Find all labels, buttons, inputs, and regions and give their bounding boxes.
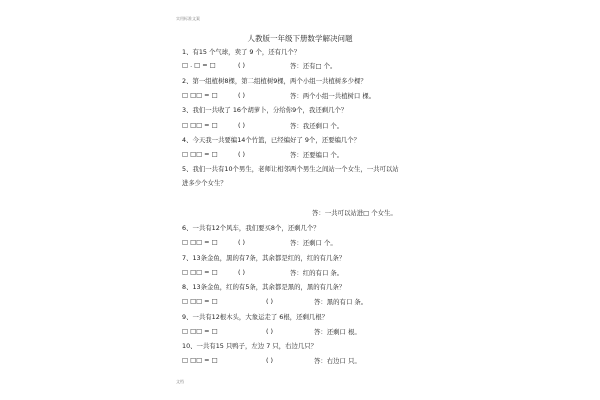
problem-10-answer: 答：右边口 只。	[314, 357, 361, 365]
problem-5-question-cont: 进多少个女生？	[182, 179, 227, 187]
problem-1-equation: □ . □ = □	[182, 61, 216, 69]
problem-2-equation: □ □□ = □	[182, 91, 218, 99]
problem-4-question: 4、今天我一共要编14个竹篮，已经编好了 9个，还要编几个？	[182, 136, 361, 144]
problem-8-answer: 答：黑的有口 条。	[314, 298, 368, 306]
problem-6-unit-blank: ( )	[238, 238, 246, 246]
problem-8-equation: □ □□ = □	[182, 297, 218, 305]
problem-1-unit-blank: ( )	[238, 61, 246, 69]
problem-3-unit-blank: ( )	[238, 121, 246, 129]
problem-8-question: 8、13条金鱼，红的有5条，其余都是黑的，黑的有几条？	[182, 283, 346, 291]
problem-2-question: 2、第一组植树8棵，第二组植树9棵，两个小组一共植树多少棵？	[182, 77, 367, 85]
page-title: 人教版一年级下册数学解决问题	[247, 34, 353, 43]
problem-2-unit-blank: ( )	[238, 91, 246, 99]
problem-7-unit-blank: ( )	[238, 268, 246, 276]
problem-1-answer: 答：还有□ 个。	[290, 62, 337, 70]
problem-4-equation: □ □□ = □	[182, 150, 218, 158]
problem-7-equation: □ □□ = □	[182, 268, 218, 276]
problem-3-answer: 答：我还剩口 个。	[290, 122, 344, 130]
problem-2-answer: 答：两个小组一共植树口 棵。	[290, 92, 376, 100]
problem-6-question: 6、一共有12个风车，我们要买8个，还剩几个？	[182, 224, 320, 232]
footer-note: 文档	[176, 379, 184, 384]
problem-4-unit-blank: ( )	[238, 150, 246, 158]
problem-1-question: 1、有15 个气球，卖了 9 个，还有几个？	[182, 48, 301, 56]
problem-7-answer: 答：红的有口 条。	[290, 269, 344, 277]
problem-6-answer: 答：还剩口 个。	[290, 239, 337, 247]
header-note: 实用标准文案	[176, 16, 200, 21]
problem-4-answer: 答：还要编口 个。	[290, 151, 344, 159]
problem-3-equation: □ □□ = □	[182, 121, 218, 129]
problem-10-equation: □ □□ = □	[182, 356, 218, 364]
problem-9-equation: □ □□ = □	[182, 327, 218, 335]
problem-9-answer: 答：还剩口 根。	[314, 328, 361, 336]
problem-10-question: 10、一共有15 只鸭子，左边 7 只，右边几只？	[182, 342, 318, 350]
problem-3-question: 3、我们一共收了 16个胡萝卜，分给你9个，我还剩几个？	[182, 106, 348, 114]
problem-10-unit-blank: ( )	[266, 356, 274, 364]
problem-5-question: 5、我们一共有10个男生，老师让相邻两个男生之间站一个女生，一共可以站	[182, 165, 399, 173]
problem-9-question: 9、一共有12根木头，大象运走了 6根，还剩几根？	[182, 313, 329, 321]
problem-6-equation: □ □□ = □	[182, 238, 218, 246]
problem-9-unit-blank: ( )	[266, 327, 274, 335]
problem-5-answer: 答：一共可以站进□ 个女生。	[312, 209, 397, 217]
problem-8-unit-blank: ( )	[266, 297, 274, 305]
problem-7-question: 7、13条金鱼，黑的有7条，其余都是红的，红的有几条？	[182, 254, 346, 262]
